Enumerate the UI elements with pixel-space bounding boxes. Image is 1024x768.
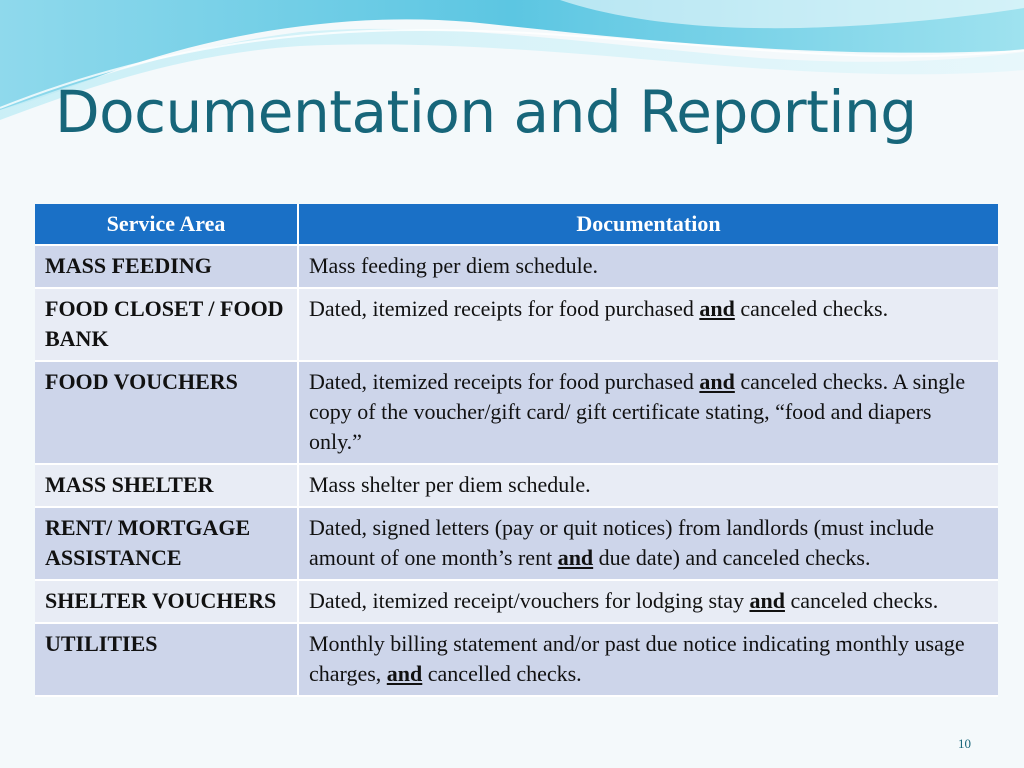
documentation-text: Dated, itemized receipts for food purchased <box>309 369 700 394</box>
emphasis-text: and <box>557 545 594 570</box>
service-area-cell: SHELTER VOUCHERS <box>35 580 298 623</box>
documentation-cell <box>298 507 998 580</box>
documentation-text: Dated, signed letters (pay or quit notices) from landlords (must include amount of one month’s rent <box>309 515 935 570</box>
documentation-text: Mass shelter per diem schedule. <box>309 472 591 497</box>
slide-title: Documentation and Reporting <box>55 78 917 146</box>
documentation-text: canceled checks. <box>734 296 889 321</box>
documentation-cell <box>298 245 998 288</box>
service-area-cell: RENT/ MORTGAGE ASSISTANCE <box>35 507 298 580</box>
documentation-text: Monthly billing statement and/or past due notice indicating monthly usage charges, <box>309 631 965 686</box>
service-area-cell: FOOD VOUCHERS <box>35 361 298 464</box>
documentation-text: Mass feeding per diem schedule. <box>309 253 598 278</box>
table-row <box>35 361 998 464</box>
emphasis-text: and <box>749 588 785 613</box>
documentation-text: canceled checks. <box>784 588 939 613</box>
service-area-cell: UTILITIES <box>35 623 298 696</box>
table-header-row <box>35 204 998 245</box>
table-row <box>35 580 998 623</box>
documentation-cell <box>298 623 998 696</box>
documentation-table <box>35 204 998 697</box>
page-number: 10 <box>958 736 971 751</box>
header-documentation: Documentation <box>298 204 998 245</box>
emphasis-text: and <box>386 661 423 686</box>
service-area-cell: FOOD CLOSET / FOOD BANK <box>35 288 298 361</box>
table-row <box>35 245 998 288</box>
table-row <box>35 288 998 361</box>
service-area-cell: MASS FEEDING <box>35 245 298 288</box>
documentation-cell <box>298 288 998 361</box>
header-service-area: Service Area <box>35 204 298 245</box>
table-row <box>35 464 998 507</box>
documentation-cell <box>298 361 998 464</box>
emphasis-text: and <box>699 369 735 394</box>
documentation-text: Dated, itemized receipts for food purchased <box>309 296 700 321</box>
documentation-cell <box>298 580 998 623</box>
documentation-text: canceled checks. A single copy of the voucher/gift card/ gift certificate stating, “food and diapers only.” <box>309 369 966 454</box>
service-area-cell: MASS SHELTER <box>35 464 298 507</box>
documentation-text: cancelled checks. <box>422 661 582 686</box>
table-row <box>35 623 998 696</box>
table-row <box>35 507 998 580</box>
documentation-text: due date) and canceled checks. <box>593 545 871 570</box>
emphasis-text: and <box>699 296 735 321</box>
documentation-text: Dated, itemized receipt/vouchers for lodging stay <box>309 588 750 613</box>
documentation-cell <box>298 464 998 507</box>
